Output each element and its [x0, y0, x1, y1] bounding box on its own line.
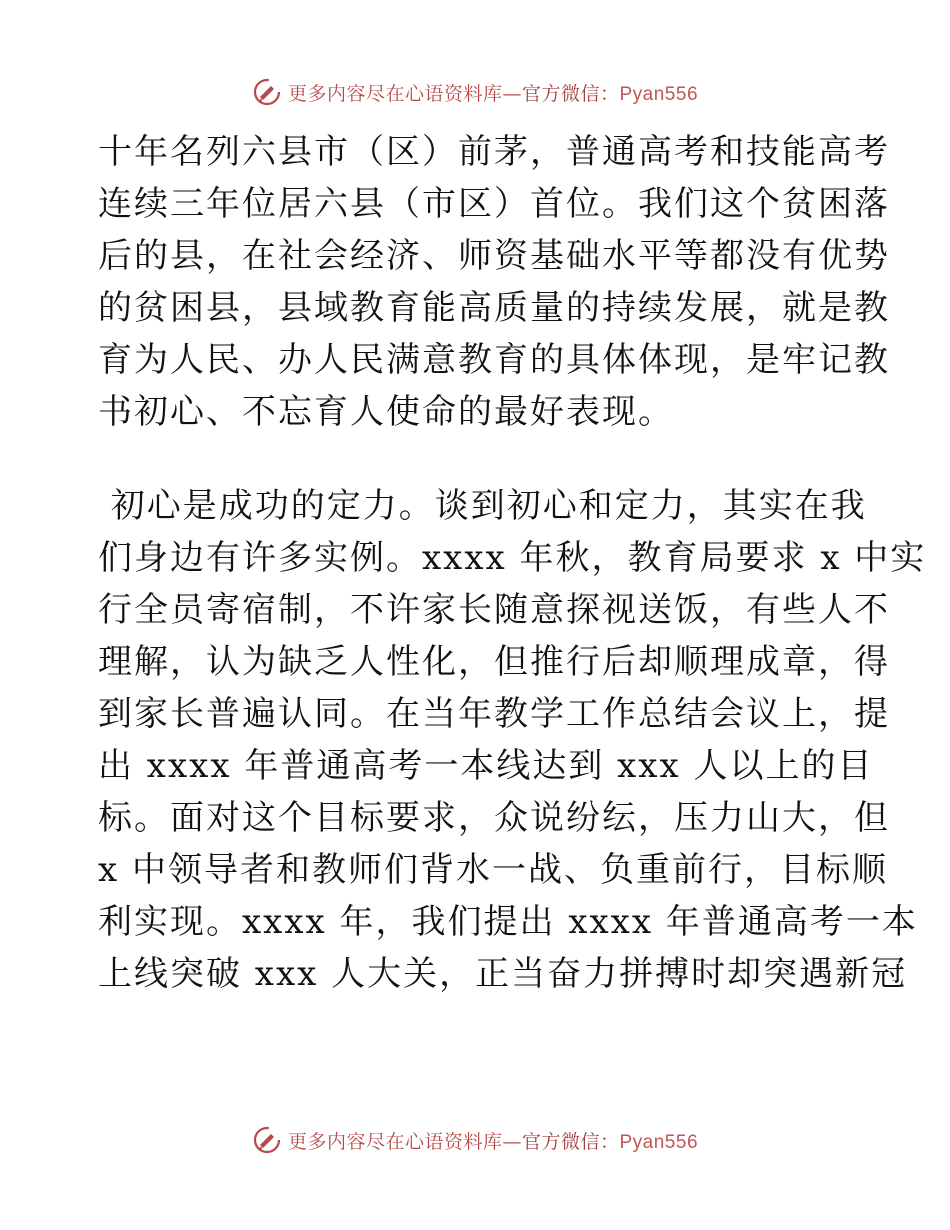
header-wechat-id: Pyan556: [619, 83, 699, 105]
footer-text: [288, 1127, 698, 1154]
footer-text-label: 官方微信：: [521, 1130, 620, 1153]
footer-wechat-id: Pyan556: [619, 1131, 699, 1153]
header-text-label: 官方微信：: [521, 82, 620, 105]
text-line: 后的县，在社会经济、师资基础水平等都没有优势: [98, 236, 890, 276]
text-line: 到家长普遍认同。在当年教学工作总结会议上，提: [98, 694, 890, 734]
text-line: 理解，认为缺乏人性化，但推行后却顺理成章，得: [98, 642, 890, 682]
text-line: 标。面对这个目标要求，众说纷纭，压力山大，但: [98, 798, 890, 838]
header-banner: [0, 72, 950, 112]
text-line: 育为人民、办人民满意教育的具体体现，是牢记教: [98, 340, 890, 380]
text-line: 利实现。xxxx 年，我们提出 xxxx 年普通高考一本: [98, 902, 918, 942]
footer-text-main: 更多内容尽在心语资料库: [287, 1130, 503, 1153]
text-line: x 中领导者和教师们背水一战、负重前行，目标顺: [98, 850, 888, 890]
text-line: 行全员寄宿制，不许家长随意探视送饭，有些人不: [98, 590, 890, 630]
text-line: 出 xxxx 年普通高考一本线达到 xxx 人以上的目: [98, 746, 874, 786]
paragraph-1: [98, 126, 890, 438]
text-line: 书初心、不忘育人使命的最好表现。: [98, 392, 674, 432]
paragraph-gap: [98, 438, 858, 480]
header-text: [288, 79, 698, 106]
text-line: 初心是成功的定力。谈到初心和定力，其实在我: [98, 486, 867, 526]
footer-separator: —: [502, 1130, 522, 1153]
header-text-main: 更多内容尽在心语资料库: [287, 82, 503, 105]
text-line: 十年名列六县市（区）前茅，普通高考和技能高考: [98, 132, 890, 172]
pen-swirl-logo-icon: [252, 1125, 282, 1155]
text-line: 连续三年位居六县（市区）首位。我们这个贫困落: [98, 184, 890, 224]
paragraph-2: [98, 480, 927, 1000]
header-separator: —: [502, 82, 522, 105]
document-body: [98, 126, 927, 1000]
text-line: 上线突破 xxx 人大关，正当奋力拼搏时却突遇新冠: [98, 954, 908, 994]
footer-banner: [0, 1120, 950, 1160]
text-line: 们身边有许多实例。xxxx 年秋，教育局要求 x 中实: [98, 538, 927, 578]
pen-swirl-logo-icon: [252, 77, 282, 107]
text-line: 的贫困县，县域教育能高质量的持续发展，就是教: [98, 288, 890, 328]
